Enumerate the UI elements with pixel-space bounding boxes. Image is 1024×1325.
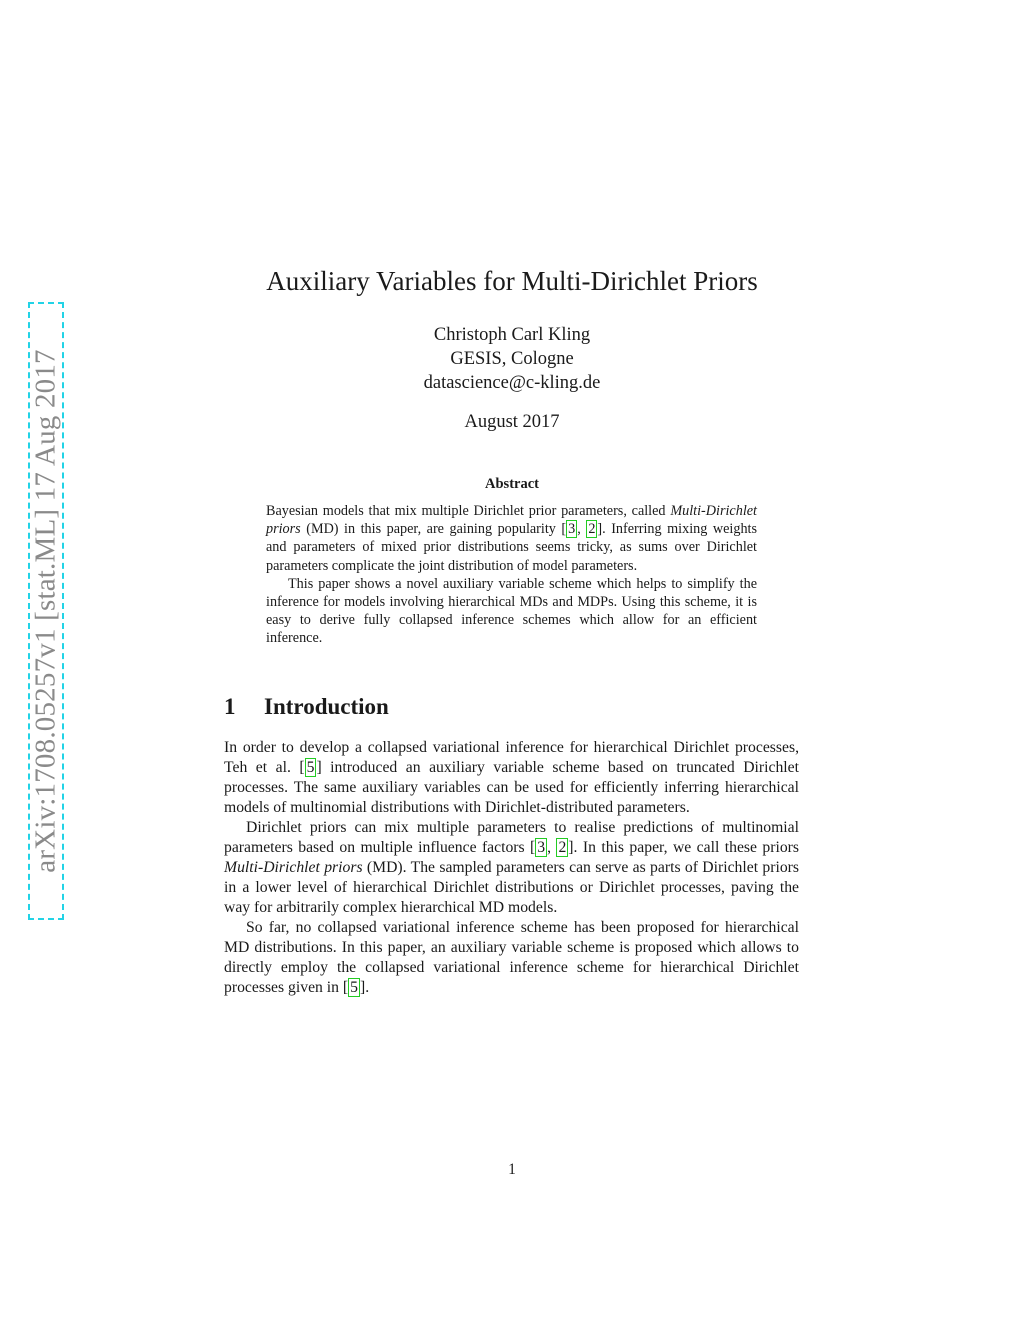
- body-text: ]. In this paper, we call these priors: [568, 839, 799, 856]
- citation-link[interactable]: 5: [306, 759, 315, 776]
- abstract-emphasis: Multi-Dirichlet priors: [266, 503, 757, 538]
- citation-separator: ,: [577, 521, 587, 538]
- citation-link[interactable]: 2: [588, 521, 596, 538]
- body-text: (MD). The sampled parameters can serve as parts of Dirichlet priors in a lower level of hierarchical Dirichlet distributions or Dirichlet processes, paving the way for arbitrarily complex hierarchical MD models.: [224, 859, 799, 916]
- body-emphasis: Multi-Dirichlet priors: [224, 859, 363, 876]
- abstract-text: ]. Inferring mixing weights and parameters of mixed prior distributions seems tricky, as sums over Dirichlet parameters complicate the joint distribution of model parameters.: [266, 521, 758, 574]
- paper-date: August 2017: [464, 412, 560, 432]
- abstract-body: [266, 502, 757, 648]
- abstract-text: Bayesian models that mix multiple Dirichlet prior parameters, called: [266, 503, 671, 519]
- body-text: In order to develop a collapsed variational inference for hierarchical Dirichlet processes, Teh et al. [: [224, 739, 799, 776]
- body-paragraph: [224, 818, 799, 918]
- citation-separator: ,: [547, 839, 557, 856]
- section-title: Introduction: [264, 694, 389, 719]
- section-number: 1: [224, 694, 236, 719]
- arxiv-stamp[interactable]: [28, 302, 64, 920]
- abstract-text: (MD) in this paper, are gaining popularity [: [300, 521, 567, 538]
- body-text: ] introduced an auxiliary variable scheme based on truncated Dirichlet processes. The same auxiliary variables can be used for efficiently inferring hierarchical models of multinomial distributions with Dirichlet-distributed parameters.: [224, 759, 799, 816]
- section-body: [224, 738, 799, 998]
- body-paragraph: [224, 738, 799, 818]
- citation-link[interactable]: 5: [350, 979, 359, 996]
- author-email: datascience@c-kling.de: [423, 373, 601, 393]
- page-number: 1: [508, 1161, 516, 1178]
- abstract-paragraph: [266, 502, 757, 575]
- arxiv-stamp-text: arXiv:1708.05257v1 [stat.ML] 17 Aug 2017: [29, 349, 62, 873]
- citation-link[interactable]: 2: [558, 839, 567, 856]
- author-name: Christoph Carl Kling: [433, 325, 591, 345]
- body-text: So far, no collapsed variational inference scheme has been proposed for hierarchical MD distributions. In this paper, an auxiliary variable scheme is proposed which allows to directly employ the collapsed variational inference scheme for hierarchical Dirichlet processes given in [: [224, 919, 799, 996]
- body-text: Dirichlet priors can mix multiple parameters to realise predictions of multinomial parameters based on multiple influence factors [: [224, 819, 799, 856]
- abstract-paragraph: This paper shows a novel auxiliary variable scheme which helps to simplify the inference for models involving hierarchical MDs and MDPs. Using this scheme, it is easy to derive fully collapsed inference schemes which allow for an efficient inference.: [266, 575, 757, 647]
- citation-link[interactable]: 3: [568, 521, 576, 538]
- author-affiliation: GESIS, Cologne: [450, 349, 574, 369]
- abstract-heading: Abstract: [485, 476, 539, 492]
- paper-title: Auxiliary Variables for Multi-Dirichlet Priors: [266, 266, 758, 296]
- citation-link[interactable]: 3: [537, 839, 546, 856]
- section-heading: [224, 694, 389, 720]
- body-text: ].: [360, 979, 370, 996]
- body-paragraph: [224, 918, 799, 998]
